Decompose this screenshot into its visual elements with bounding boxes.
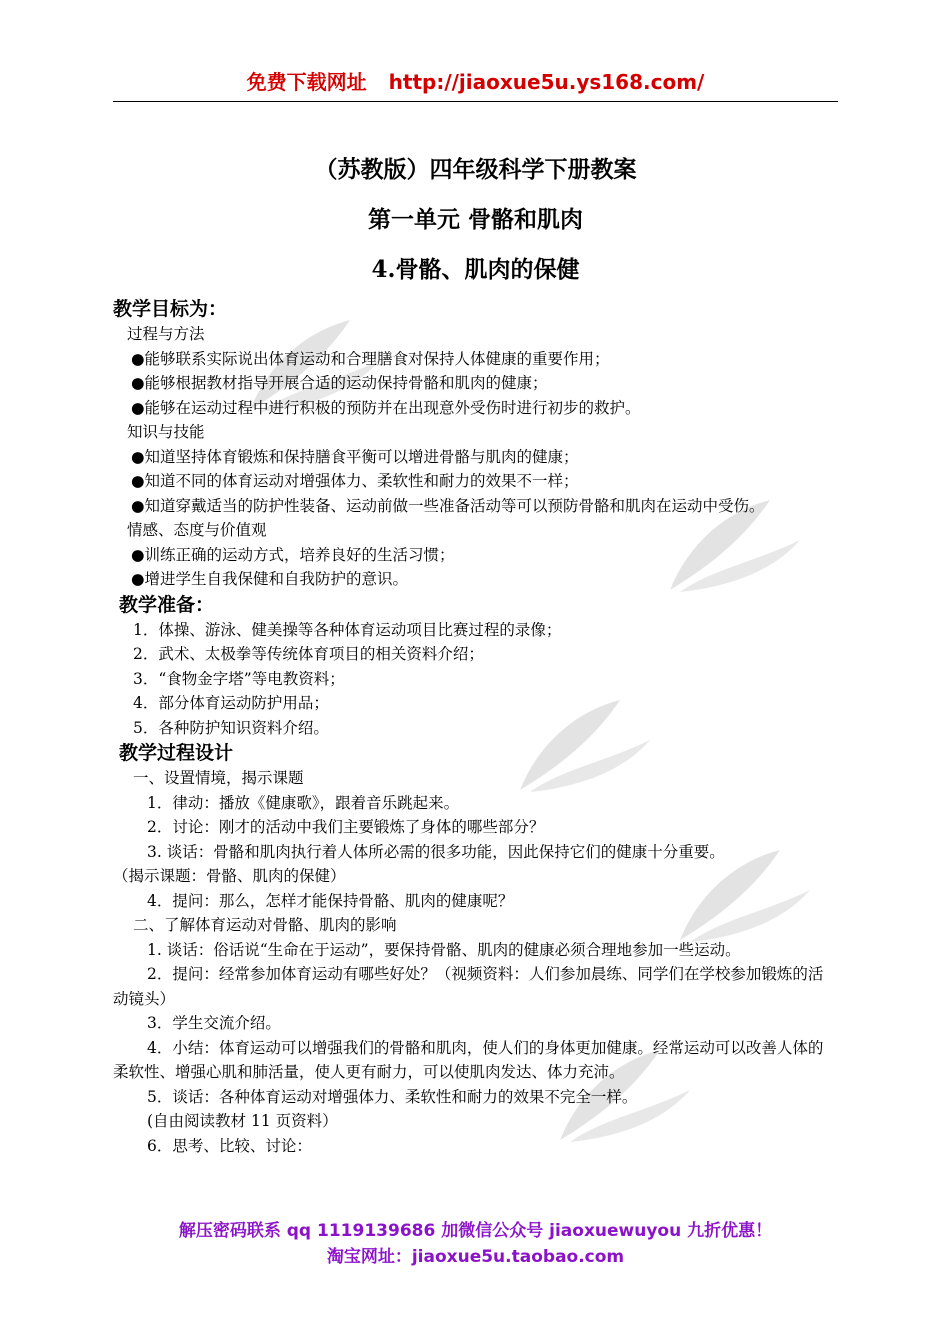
prep-item: 5．各种防护知识资料介绍。 — [133, 718, 329, 737]
step-item: （揭示课题：骨骼、肌肉的保健） — [113, 867, 346, 885]
header-url-link[interactable]: http://jiaoxue5u.ys168.com/ — [388, 70, 705, 94]
goals-item: ●知道穿戴适当的防护性装备、运动前做一些准备活动等可以预防骨骼和肌肉在运动中受伤。 — [131, 496, 765, 515]
step-item: 5．谈话：各种体育运动对增强体力、柔软性和耐力的效果不完全一样。 — [147, 1087, 638, 1106]
section-heading: 二、了解体育运动对骨骼、肌肉的影响 — [133, 916, 397, 934]
goals-item: ●知道坚持体育锻炼和保持膳食平衡可以增进骨骼与肌肉的健康； — [131, 447, 579, 466]
page-header — [113, 66, 838, 102]
process-heading: 教学过程设计 — [119, 742, 234, 764]
goals-item: ●增进学生自我保健和自我防护的意识。 — [131, 570, 409, 588]
step-item: 2．讨论：刚才的活动中我们主要锻炼了身体的哪些部分？ — [147, 818, 545, 836]
goals-item: ●能够联系实际说出体育运动和合理膳食对保持人体健康的重要作用； — [131, 349, 610, 368]
step-item: 6．思考、比较、讨论： — [147, 1136, 312, 1155]
goals-item: ●训练正确的运动方式，培养良好的生活习惯； — [131, 545, 455, 564]
goals-item: ●能够在运动过程中进行积极的预防并在出现意外受伤时进行初步的救护。 — [131, 398, 641, 417]
goals-subheading: 情感、态度与价值观 — [127, 521, 267, 539]
step-item: 1. 谈话：俗话说“生命在于运动”，要保持骨骼、肌肉的健康必须合理地参加一些运动。 — [147, 940, 741, 959]
document-title: （苏教版）四年级科学下册教案 — [314, 156, 637, 183]
step-item: 4．小结：体育运动可以增强我们的骨骼和肌肉，使人们的身体更加健康。经常运动可以改善人体的柔软性、增强心肌和肺活量，使人更有耐力，可以使肌肉发达、体力充沛。 — [113, 1038, 824, 1081]
header-label: 免费下载网址 — [246, 70, 367, 94]
prep-item: 1．体操、游泳、健美操等各种体育运动项目比赛过程的录像； — [133, 620, 562, 639]
title-block — [113, 150, 838, 300]
step-item: (自由阅读教材 11 页资料） — [147, 1112, 338, 1130]
section-heading: 一、设置情境，揭示课题 — [133, 769, 304, 787]
unit-title: 第一单元 骨骼和肌肉 — [367, 206, 583, 233]
step-item: 3. 谈话：骨骼和肌肉执行着人体所必需的很多功能，因此保持它们的健康十分重要。 — [147, 842, 725, 861]
goals-item: ●能够根据教材指导开展合适的运动保持骨骼和肌肉的健康； — [131, 374, 548, 392]
prep-item: 2．武术、太极拳等传统体育项目的相关资料介绍； — [133, 645, 484, 663]
step-item: 2．提问：经常参加体育运动有哪些好处？（视频资料：人们参加晨练、同学们在学校参加锻炼的活动镜头） — [113, 965, 824, 1008]
footer-taobao-link[interactable]: 淘宝网址：jiaoxue5u.taobao.com — [326, 1247, 625, 1267]
step-item: 1．律动：播放《健康歌》，跟着音乐跳起来。 — [147, 793, 460, 812]
goals-heading: 教学目标为： — [113, 298, 228, 320]
page-footer — [113, 1218, 838, 1270]
prep-heading: 教学准备： — [119, 593, 215, 616]
lesson-title: 4.骨骼、肌肉的保健 — [371, 256, 580, 283]
document-body — [113, 296, 838, 1158]
goals-item: ●知道不同的体育运动对增强体力、柔软性和耐力的效果不一样； — [131, 472, 579, 490]
goals-subheading: 知识与技能 — [127, 423, 205, 441]
step-item: 3．学生交流介绍。 — [147, 1014, 281, 1032]
step-item: 4．提问：那么，怎样才能保持骨骼、肌肉的健康呢？ — [147, 891, 514, 910]
goals-subheading: 过程与方法 — [127, 325, 205, 343]
footer-contact-line: 解压密码联系 qq 1119139686 加微信公众号 jiaoxuewuyou 九折优惠！ — [178, 1221, 773, 1241]
prep-item: 4．部分体育运动防护用品； — [133, 694, 329, 712]
prep-item: 3．“食物金字塔”等电教资料； — [133, 669, 345, 688]
